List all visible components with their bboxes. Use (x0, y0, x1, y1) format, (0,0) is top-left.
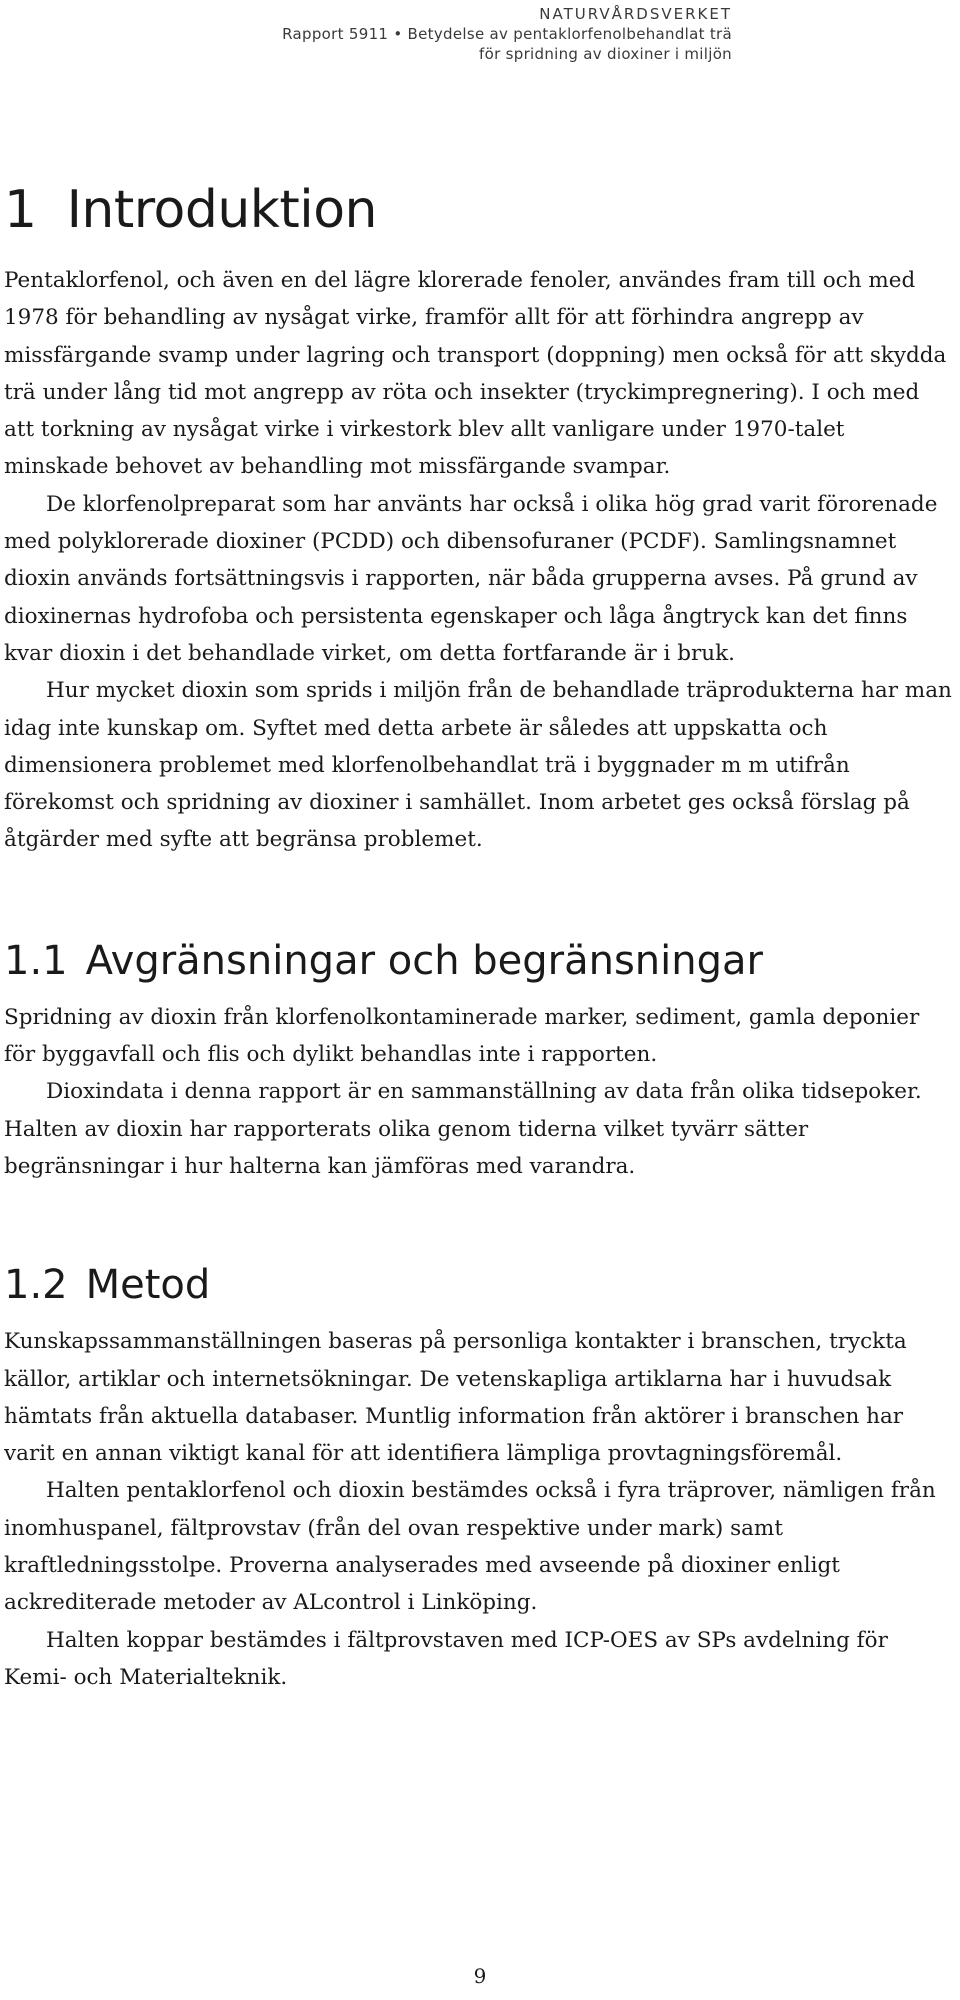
section-number: 1.1 (4, 937, 68, 984)
chapter-paragraph-1: Pentaklorfenol, och även en del lägre klorerade fenoler, användes fram till och med 1978 för behandling av nysågat virke, framför allt för att förhindra angrepp av missfärgande svamp under lagring och transport (doppning) men också för att skydda trä under lång tid mot angrepp av röta och insekter (tryckimpregnering). I och med att torkning av nysågat virke i virkestork blev allt vanligare under 1970-talet minskade behovet av behandling mot missfärgande svampar. (4, 268, 947, 480)
section-1-1-paragraph-2: Dioxindata i denna rapport är en sammanställning av data från olika tidsepoker. Halten av dioxin har rapporterats olika genom tiderna vilket tyvärr sätter begränsningar i hur halterna kan jämföras med varandra. (4, 1079, 922, 1179)
section-title: Metod (85, 1262, 211, 1309)
report-title-line-1: Rapport 5911 • Betydelse av pentaklorfenolbehandlat trä (282, 25, 732, 43)
section-title: Avgränsningar och begränsningar (85, 937, 763, 984)
section-1-2-paragraph-1: Kunskapssammanställningen baseras på personliga kontakter i branschen, tryckta källor, artiklar och internetsökningar. De vetenskapliga artiklarna har i huvudsak hämtats från aktuella databaser. Muntlig information från aktörer i branschen har varit en annan viktigt kanal för att identifiera lämpliga provtagningsföremål. (4, 1329, 907, 1467)
publisher-name: NATURVÅRDSVERKET (539, 5, 732, 23)
section-1-1-paragraph-1: Spridning av dioxin från klorfenolkontaminerade marker, sediment, gamla deponier för byggavfall och flis och dylikt behandlas inte i rapporten. (4, 1004, 920, 1068)
page-body (4, 180, 954, 1696)
report-title-line-2: för spridning av dioxiner i miljön (479, 45, 732, 63)
chapter-heading (4, 180, 954, 240)
running-header (282, 4, 732, 64)
section-heading-1-2 (4, 1261, 954, 1309)
section-number: 1.2 (4, 1262, 68, 1309)
chapter-number: 1 (4, 180, 37, 240)
section-1-2-paragraph-3: Halten koppar bestämdes i fältprovstaven med ICP-OES av SPs avdelning för Kemi- och Materialteknik. (4, 1627, 888, 1690)
chapter-paragraph-2: De klorfenolpreparat som har använts har också i olika hög grad varit förorenade med polyklorerade dioxiner (PCDD) och dibensofuraner (PCDF). Samlingsnamnet dioxin används fortsättningsvis i rapporten, när båda grupperna avses. På grund av dioxinernas hydrofoba och persistenta egenskaper och låga ångtryck kan det finns kvar dioxin i det behandlade virket, om detta fortfarande är i bruk. (4, 491, 938, 666)
chapter-title: Introduktion (66, 180, 378, 240)
section-1-2-paragraph-2: Halten pentaklorfenol och dioxin bestämdes också i fyra träprover, nämligen från inomhuspanel, fältprovstav (från del ovan respektive under mark) samt kraftledningsstolpe. Proverna analyserades med avseende på dioxiner enligt ackrediterade metoder av ALcontrol i Linköping. (4, 1478, 936, 1616)
page-number: 9 (473, 1964, 487, 1988)
chapter-paragraph-3: Hur mycket dioxin som sprids i miljön från de behandlade träprodukterna har man idag inte kunskap om. Syftet med detta arbete är således att uppskatta och dimensionera problemet med klorfenolbehandlat trä i byggnader m m utifrån förekomst och spridning av dioxiner i samhället. Inom arbetet ges också förslag på åtgärder med syfte att begränsa problemet. (4, 678, 952, 853)
section-heading-1-1 (4, 937, 954, 985)
